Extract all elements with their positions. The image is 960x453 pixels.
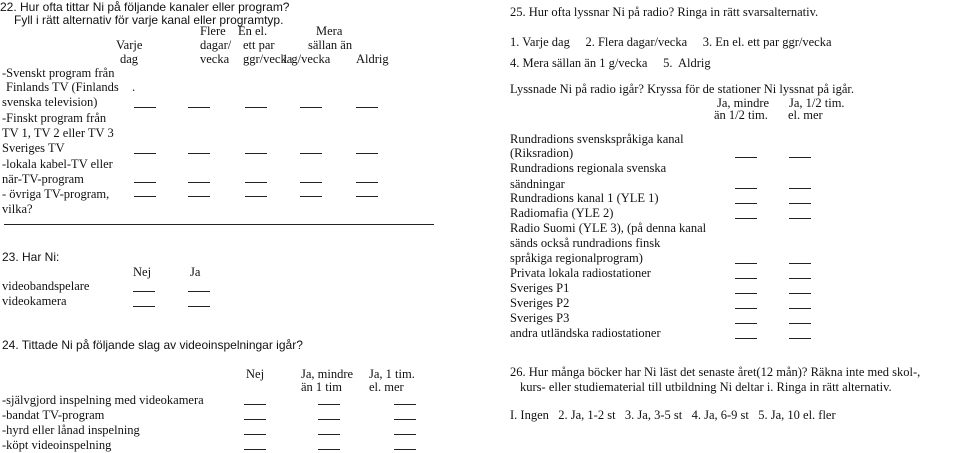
answer-blank[interactable] [735, 293, 757, 294]
q22-row-label: -Svenskt program från [2, 66, 115, 80]
q25-title: 25. Hur ofta lyssnar Ni på radio? Ringa in rätt svarsalternativ. [510, 5, 819, 19]
q22-col-never: Aldrig [356, 52, 389, 66]
q25-col-less-2: än 1/2 tim. [714, 108, 768, 122]
q22-col-weekly-1: En el. [238, 24, 268, 38]
q25-station: (Riksradion) [510, 146, 574, 160]
q25-station: Rundradions kanal 1 (YLE 1) [510, 191, 659, 205]
answer-blank[interactable] [356, 153, 378, 154]
q22-row-label: vilka? [2, 202, 33, 216]
answer-blank[interactable] [789, 218, 811, 219]
q24-col-more-2: el. mer [369, 380, 404, 394]
answer-blank[interactable] [188, 182, 210, 183]
q24-col-no: Nej [246, 367, 265, 381]
answer-blank[interactable] [244, 419, 266, 420]
q23-row-label: videobandspelare [2, 279, 90, 293]
answer-blank[interactable] [735, 278, 757, 279]
q24-row-label: -bandat TV-program [2, 408, 105, 422]
q22-row-label: - övriga TV-program, [2, 187, 110, 201]
q25-station: Sveriges P3 [510, 311, 570, 325]
q25-station: Rundradions regionala svenska [510, 161, 667, 175]
q24-row-label: -hyrd eller lånad inspelning [2, 423, 140, 437]
q25-station: Privata lokala radiostationer [510, 266, 651, 280]
answer-blank[interactable] [245, 182, 267, 183]
answer-blank[interactable] [789, 308, 811, 309]
q22-col-weekly-3: ggr/vecka [243, 52, 293, 66]
q22-row-label: -lokala kabel-TV eller [2, 157, 113, 171]
q22-col-several-1: Flere [200, 24, 226, 38]
q22-col-rarely-2: sällan än [308, 38, 353, 52]
q25-station: Rundradions svenskspråkiga kanal [510, 132, 684, 146]
answer-blank[interactable] [244, 434, 266, 435]
q22-row-label: TV 1, TV 2 eller TV 3 [2, 126, 114, 140]
q26-instruction: kurs- eller studiematerial till utbildning Ni deltar i. Ringa in rätt alternativ. [520, 380, 892, 394]
answer-blank[interactable] [356, 107, 378, 108]
q26-options[interactable]: I. Ingen 2. Ja, 1-2 st 3. Ja, 3-5 st 4. Ja, 6-9 st 5. Ja, 10 el. fler [510, 408, 836, 422]
answer-blank[interactable] [735, 157, 757, 158]
answer-blank[interactable] [735, 203, 757, 204]
answer-blank[interactable] [356, 182, 378, 183]
answer-blank[interactable] [300, 182, 322, 183]
q24-col-more-1: Ja, 1 tim. [369, 367, 415, 381]
q22-col-several-2: dagar/ [200, 38, 232, 52]
q22-instruction: Fyll i rätt alternativ för varje kanal eller programtyp. [14, 13, 284, 27]
dot-char: . [132, 80, 136, 94]
answer-blank[interactable] [394, 419, 416, 420]
q24-row-label: -köpt videoinspelning [2, 438, 112, 452]
answer-blank[interactable] [245, 196, 267, 197]
q22-row-label: när-TV-program [2, 172, 84, 186]
answer-blank[interactable] [134, 107, 156, 108]
q23-row-label: videokamera [2, 294, 67, 308]
answer-blank[interactable] [244, 449, 266, 450]
q26-title: 26. Hur många böcker har Ni läst det senaste året(12 mån)? Räkna inte med skol-, [510, 365, 921, 379]
q23-col-yes: Ja [190, 265, 201, 279]
q24-row-label: -självgjord inspelning med videokamera [2, 393, 204, 407]
answer-blank[interactable] [356, 196, 378, 197]
answer-blank[interactable] [318, 434, 340, 435]
answer-blank[interactable] [394, 449, 416, 450]
answer-blank[interactable] [394, 404, 416, 405]
q22-col-several-3: vecka [200, 52, 230, 66]
q24-title: 24. Tittade Ni på följande slag av videoinspelningar igår? [2, 338, 303, 352]
answer-blank[interactable] [789, 188, 811, 189]
answer-blank[interactable] [245, 107, 267, 108]
q22-row-label: -Finskt program från [2, 111, 107, 125]
q23-col-no: Nej [133, 265, 152, 279]
answer-blank[interactable] [188, 153, 210, 154]
answer-blank[interactable] [735, 323, 757, 324]
answer-blank[interactable] [394, 434, 416, 435]
answer-blank[interactable] [188, 196, 210, 197]
q22-col-daily-2: dag [120, 52, 139, 66]
answer-blank[interactable] [134, 182, 156, 183]
answer-blank[interactable] [245, 153, 267, 154]
q22-title: 22. Hur ofta tittar Ni på följande kanaler eller program? [0, 0, 290, 14]
q25-col-more-1: Ja, 1/2 tim. [789, 96, 845, 110]
answer-blank[interactable] [188, 107, 210, 108]
q25-station: sändningar [510, 177, 565, 191]
other-programs-write-line[interactable] [4, 224, 434, 225]
answer-blank[interactable] [735, 188, 757, 189]
q25-station: språkiga regionalprogram) [510, 251, 643, 265]
answer-blank[interactable] [789, 263, 811, 264]
q25-station: andra utländska radiostationer [510, 326, 661, 340]
q22-row-label: svenska television) [2, 95, 98, 109]
q25-col-more-2: el. mer [788, 108, 823, 122]
answer-blank[interactable] [318, 419, 340, 420]
answer-blank[interactable] [300, 153, 322, 154]
q25-station: Sveriges P1 [510, 281, 570, 295]
answer-blank[interactable] [789, 338, 811, 339]
q25-station: sänds också rundradions finsk [510, 236, 661, 250]
answer-blank[interactable] [300, 107, 322, 108]
answer-blank[interactable] [133, 291, 155, 292]
answer-blank[interactable] [318, 449, 340, 450]
q25-station: Radio Suomi (YLE 3), (på denna kanal [510, 221, 707, 235]
q25-options-1[interactable]: 1. Varje dag 2. Flera dagar/vecka 3. En el. ett par ggr/vecka [510, 35, 832, 49]
answer-blank[interactable] [735, 263, 757, 264]
q25-col-less-1: Ja, mindre [717, 96, 770, 110]
answer-blank[interactable] [133, 306, 155, 307]
q22-col-weekly-2: ett par [243, 38, 275, 52]
q25-station: Radiomafia (YLE 2) [510, 206, 614, 220]
answer-blank[interactable] [789, 278, 811, 279]
answer-blank[interactable] [735, 218, 757, 219]
q22-row-label: Sveriges TV [2, 141, 65, 155]
q23-title: 23. Har Ni: [2, 250, 60, 264]
answer-blank[interactable] [789, 157, 811, 158]
answer-blank[interactable] [300, 196, 322, 197]
q22-col-rarely-3: 1 g/vecka [282, 52, 331, 66]
answer-blank[interactable] [188, 291, 210, 292]
answer-blank[interactable] [789, 323, 811, 324]
q25-options-2[interactable]: 4. Mera sällan än 1 g/vecka 5. Aldrig [510, 56, 711, 70]
answer-blank[interactable] [735, 338, 757, 339]
answer-blank[interactable] [134, 153, 156, 154]
q22-col-daily-1: Varje [116, 38, 143, 52]
answer-blank[interactable] [244, 404, 266, 405]
q22-col-rarely-1: Mera [316, 24, 343, 38]
answer-blank[interactable] [188, 306, 210, 307]
answer-blank[interactable] [735, 308, 757, 309]
answer-blank[interactable] [789, 203, 811, 204]
q25-station: Sveriges P2 [510, 296, 570, 310]
q24-col-less-2: än 1 tim [301, 380, 342, 394]
q25-subquestion: Lyssnade Ni på radio igår? Kryssa för de stationer Ni lyssnat på igår. [510, 82, 855, 96]
answer-blank[interactable] [134, 196, 156, 197]
answer-blank[interactable] [318, 404, 340, 405]
q22-row-label: Finlands TV (Finlands [6, 80, 119, 94]
answer-blank[interactable] [789, 293, 811, 294]
q24-col-less-1: Ja, mindre [301, 367, 354, 381]
